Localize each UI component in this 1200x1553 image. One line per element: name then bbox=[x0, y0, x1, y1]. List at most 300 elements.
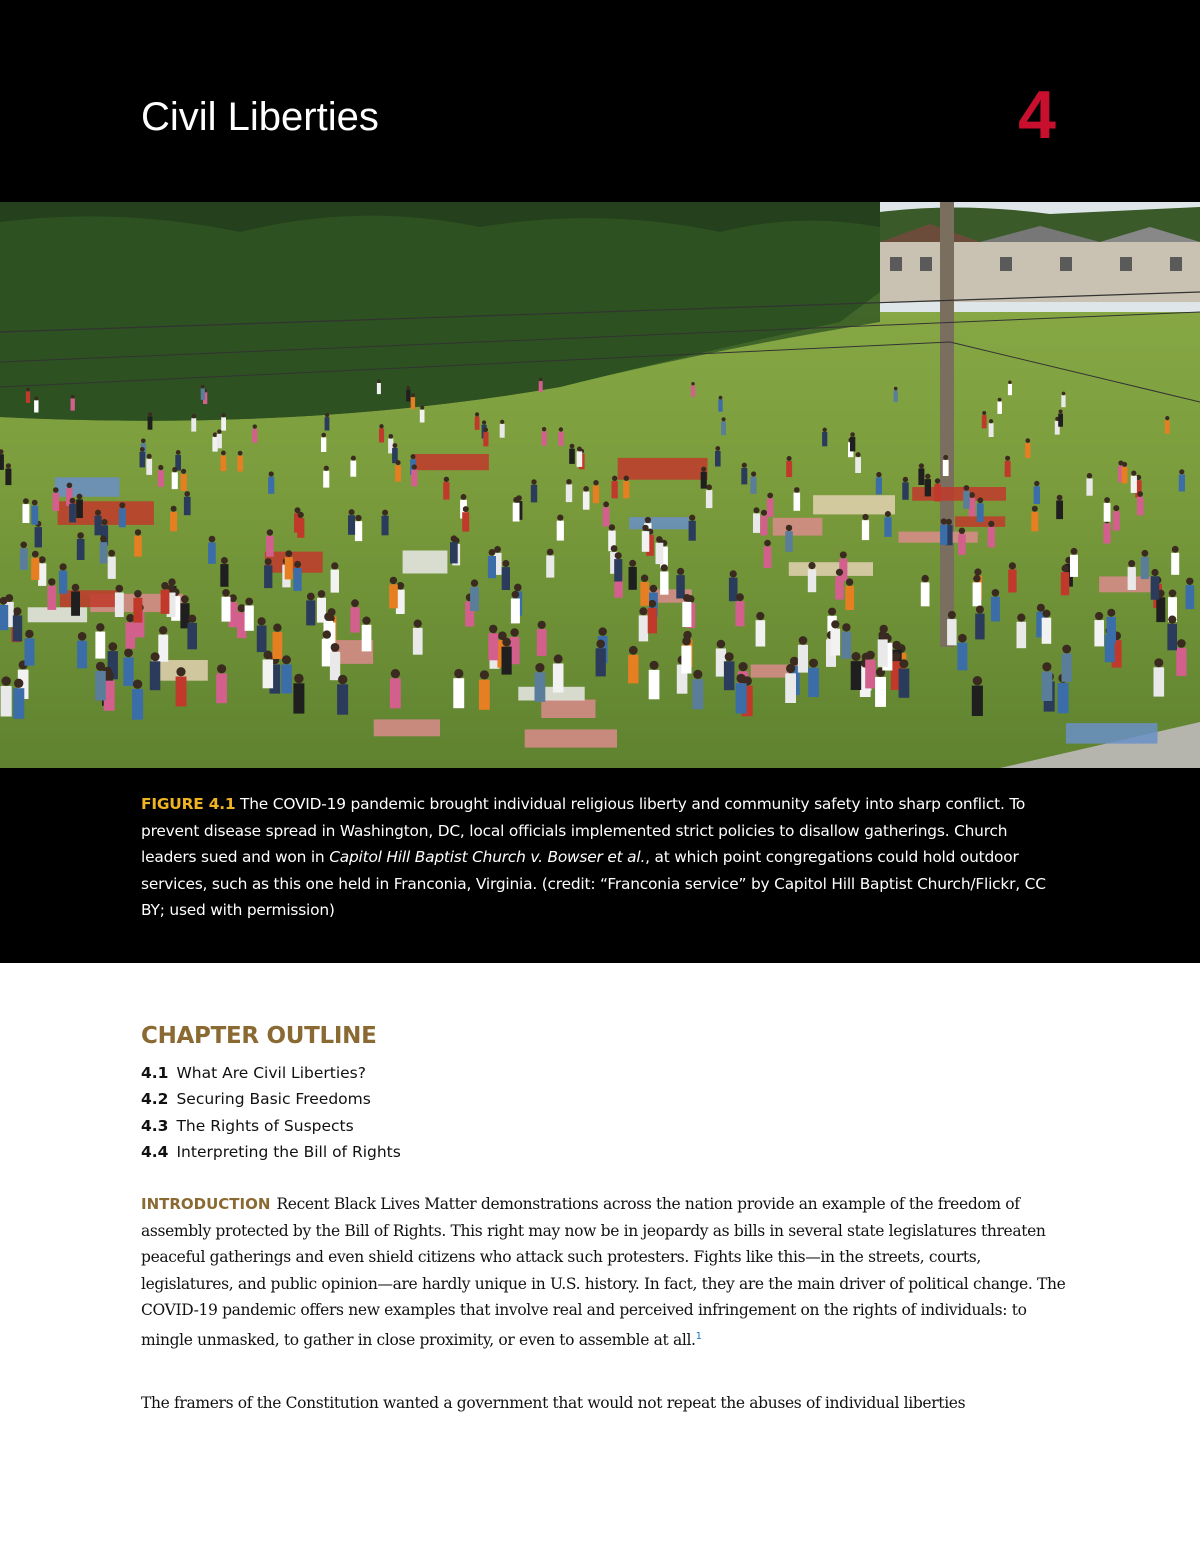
person-head bbox=[1172, 546, 1179, 553]
person-head bbox=[535, 663, 544, 672]
person bbox=[785, 531, 793, 552]
person-head bbox=[176, 450, 181, 455]
person-head bbox=[794, 487, 800, 493]
person-head bbox=[1142, 550, 1149, 557]
person bbox=[718, 400, 722, 412]
person-head bbox=[823, 428, 827, 432]
person bbox=[1122, 467, 1128, 484]
person bbox=[389, 584, 398, 608]
outline-item-number: 4.2 bbox=[141, 1090, 169, 1109]
person bbox=[100, 542, 108, 563]
person-head bbox=[172, 467, 177, 472]
person bbox=[285, 557, 293, 579]
person bbox=[1151, 576, 1160, 600]
person bbox=[132, 689, 143, 720]
person-head bbox=[852, 652, 861, 661]
person-head bbox=[171, 506, 177, 512]
person bbox=[513, 503, 520, 522]
person-head bbox=[217, 429, 221, 433]
blanket bbox=[789, 562, 873, 576]
person-head bbox=[48, 578, 55, 585]
person bbox=[470, 587, 479, 611]
person-head bbox=[808, 562, 815, 569]
person-head bbox=[133, 680, 142, 689]
person-head bbox=[754, 507, 760, 513]
person-head bbox=[484, 428, 488, 432]
person-head bbox=[992, 589, 1000, 597]
person bbox=[134, 536, 142, 557]
person bbox=[676, 575, 685, 598]
person-head bbox=[412, 464, 417, 469]
person bbox=[808, 668, 819, 697]
person-head bbox=[77, 532, 84, 539]
person bbox=[1025, 443, 1030, 458]
person bbox=[701, 472, 707, 489]
person-head bbox=[96, 623, 104, 631]
person-head bbox=[6, 463, 11, 468]
person bbox=[741, 468, 747, 485]
person-head bbox=[1057, 495, 1063, 501]
person-head bbox=[222, 413, 226, 417]
person bbox=[1008, 384, 1012, 395]
person bbox=[395, 465, 401, 481]
person-head bbox=[67, 483, 73, 489]
person bbox=[542, 431, 547, 445]
person-head bbox=[683, 594, 691, 602]
person bbox=[0, 605, 8, 630]
person bbox=[1171, 553, 1179, 575]
chapter-outline-list bbox=[141, 1060, 401, 1165]
person bbox=[934, 484, 940, 502]
person-head bbox=[862, 514, 868, 520]
person bbox=[35, 527, 42, 547]
person-head bbox=[454, 669, 463, 678]
person-head bbox=[959, 528, 965, 534]
person bbox=[940, 525, 947, 545]
person-head bbox=[502, 560, 509, 567]
person-head bbox=[974, 568, 981, 575]
person bbox=[331, 570, 339, 593]
person-head bbox=[209, 536, 216, 543]
person bbox=[133, 598, 142, 623]
person-head bbox=[531, 479, 536, 484]
person-head bbox=[693, 670, 702, 679]
footnote-link[interactable]: 1 bbox=[695, 1330, 702, 1342]
person bbox=[902, 482, 908, 500]
person-head bbox=[307, 593, 315, 601]
person-head bbox=[258, 617, 266, 625]
blanket bbox=[813, 495, 895, 514]
person-head bbox=[846, 578, 853, 585]
person-head bbox=[1062, 392, 1066, 396]
person bbox=[245, 606, 254, 631]
person-head bbox=[298, 512, 304, 518]
person bbox=[1137, 497, 1144, 515]
chapter-title: Civil Liberties bbox=[141, 95, 379, 139]
person bbox=[413, 628, 423, 655]
outline-item-title[interactable]: Securing Basic Freedoms bbox=[176, 1090, 371, 1109]
person-head bbox=[1104, 497, 1110, 503]
blanket bbox=[518, 687, 584, 701]
person-head bbox=[650, 585, 658, 593]
person-head bbox=[135, 529, 141, 535]
person bbox=[221, 417, 226, 430]
person bbox=[1179, 475, 1185, 492]
outline-item-number: 4.3 bbox=[141, 1116, 169, 1135]
person bbox=[850, 437, 855, 452]
blanket bbox=[60, 590, 117, 607]
person-head bbox=[463, 506, 469, 512]
person bbox=[0, 454, 4, 470]
person bbox=[531, 485, 537, 503]
person bbox=[293, 683, 304, 713]
person-head bbox=[269, 471, 274, 476]
person-head bbox=[105, 671, 114, 680]
person bbox=[511, 599, 520, 624]
blanket bbox=[525, 729, 617, 747]
person-head bbox=[489, 549, 496, 556]
person-head bbox=[941, 518, 947, 524]
person-head bbox=[221, 451, 226, 456]
person bbox=[1154, 667, 1165, 696]
person-head bbox=[1165, 416, 1169, 420]
person bbox=[596, 648, 606, 676]
person bbox=[786, 461, 792, 477]
person bbox=[420, 410, 425, 423]
person-head bbox=[324, 466, 329, 471]
person-head bbox=[677, 568, 684, 575]
person-head bbox=[786, 664, 795, 673]
person-head bbox=[221, 557, 228, 564]
person bbox=[614, 559, 622, 581]
person bbox=[1186, 585, 1195, 609]
chapter-number: 4 bbox=[1018, 77, 1056, 153]
person-head bbox=[656, 536, 663, 543]
person bbox=[1017, 622, 1027, 648]
person-head bbox=[0, 597, 8, 605]
person-head bbox=[736, 674, 745, 683]
person-head bbox=[141, 439, 146, 444]
person bbox=[483, 432, 488, 446]
person bbox=[115, 593, 124, 618]
person-head bbox=[147, 454, 152, 459]
person-head bbox=[577, 447, 582, 452]
person-head bbox=[377, 380, 380, 383]
person bbox=[876, 477, 882, 494]
person-head bbox=[840, 551, 847, 558]
person-head bbox=[355, 515, 361, 521]
person-head bbox=[471, 579, 478, 586]
person-head bbox=[502, 638, 511, 647]
person-head bbox=[411, 454, 416, 459]
person-head bbox=[34, 397, 38, 401]
person bbox=[577, 451, 583, 467]
person-head bbox=[176, 667, 185, 676]
person bbox=[263, 660, 274, 689]
person-head bbox=[168, 578, 175, 585]
person bbox=[899, 669, 910, 698]
person-head bbox=[151, 652, 160, 661]
person-head bbox=[648, 600, 656, 608]
person-head bbox=[25, 630, 33, 638]
outline-item[interactable] bbox=[141, 1113, 401, 1139]
person-head bbox=[609, 524, 615, 530]
person bbox=[628, 655, 638, 684]
person-head bbox=[159, 626, 167, 634]
person-head bbox=[948, 611, 956, 619]
person-head bbox=[181, 469, 186, 474]
person-head bbox=[351, 599, 359, 607]
person bbox=[798, 645, 808, 673]
person-head bbox=[706, 484, 712, 490]
person bbox=[126, 622, 136, 648]
person-head bbox=[32, 551, 39, 558]
person-head bbox=[390, 577, 397, 584]
person bbox=[337, 684, 348, 714]
person bbox=[1042, 672, 1053, 702]
caption-text: The COVID-19 pandemic brought individual religious liberty and community safety into sharp conflict. To prevent disease spread in Washington, DC, local officials implemented strict policies to disallow gatherings. Church leaders sued and won in bbox=[141, 795, 1026, 866]
person bbox=[750, 477, 756, 494]
person-head bbox=[903, 477, 908, 482]
blanket bbox=[414, 454, 489, 470]
person bbox=[26, 391, 30, 403]
person bbox=[760, 516, 767, 536]
person bbox=[875, 677, 886, 707]
person bbox=[411, 470, 417, 487]
person bbox=[150, 661, 161, 690]
person-head bbox=[444, 477, 449, 482]
person-head bbox=[382, 510, 388, 516]
person-head bbox=[767, 493, 773, 499]
person-head bbox=[95, 510, 101, 516]
person-head bbox=[603, 501, 609, 507]
person-head bbox=[238, 604, 246, 612]
person-head bbox=[267, 529, 273, 535]
person bbox=[31, 506, 38, 525]
person-head bbox=[722, 417, 726, 421]
person-head bbox=[850, 432, 855, 437]
person bbox=[281, 664, 292, 693]
person bbox=[13, 615, 22, 641]
person-head bbox=[14, 679, 23, 688]
person bbox=[989, 423, 994, 437]
person-head bbox=[53, 487, 59, 493]
person-head bbox=[725, 652, 734, 661]
person-head bbox=[730, 570, 737, 577]
person-head bbox=[26, 388, 30, 392]
person bbox=[1061, 395, 1065, 407]
person-head bbox=[719, 396, 723, 400]
person-head bbox=[1122, 462, 1127, 467]
person-head bbox=[1017, 614, 1025, 622]
person bbox=[947, 619, 957, 645]
person bbox=[660, 572, 668, 595]
person-head bbox=[338, 675, 347, 684]
person-head bbox=[140, 447, 145, 452]
person-head bbox=[1168, 616, 1176, 624]
person bbox=[181, 474, 187, 491]
person bbox=[355, 521, 362, 541]
person-head bbox=[701, 467, 706, 472]
person bbox=[715, 451, 721, 467]
person-head bbox=[736, 593, 744, 601]
person bbox=[1176, 648, 1186, 676]
person-head bbox=[1034, 481, 1039, 486]
person-head bbox=[14, 607, 22, 615]
person bbox=[411, 397, 415, 409]
person bbox=[918, 468, 924, 485]
person-head bbox=[1169, 590, 1177, 598]
blanket bbox=[55, 477, 120, 497]
person bbox=[862, 520, 869, 540]
person bbox=[1104, 503, 1111, 522]
blanket bbox=[629, 517, 689, 529]
person-head bbox=[599, 627, 607, 635]
person bbox=[822, 432, 827, 446]
person-head bbox=[39, 556, 46, 563]
person-head bbox=[964, 485, 970, 491]
figure-caption bbox=[141, 791, 1061, 924]
person-head bbox=[624, 476, 629, 481]
person bbox=[991, 597, 1000, 622]
person bbox=[884, 517, 891, 537]
person bbox=[321, 437, 326, 452]
person bbox=[1058, 683, 1069, 713]
person-head bbox=[475, 412, 479, 416]
outline-item-title[interactable]: What Are Civil Liberties? bbox=[176, 1064, 366, 1082]
person bbox=[603, 507, 610, 526]
person bbox=[1034, 486, 1040, 504]
person-head bbox=[958, 634, 967, 643]
person-head bbox=[325, 413, 329, 417]
person-head bbox=[1087, 473, 1092, 478]
person bbox=[379, 429, 384, 443]
person bbox=[95, 671, 106, 701]
person bbox=[406, 390, 410, 402]
person bbox=[692, 679, 703, 709]
person-head bbox=[1042, 662, 1051, 671]
person bbox=[1165, 420, 1170, 434]
person bbox=[208, 543, 216, 564]
person-head bbox=[761, 510, 767, 516]
outline-item[interactable] bbox=[141, 1139, 401, 1165]
person-head bbox=[739, 662, 748, 671]
person-head bbox=[922, 575, 929, 582]
person-head bbox=[514, 584, 522, 592]
person-head bbox=[539, 378, 542, 381]
person-head bbox=[32, 500, 38, 506]
outline-item[interactable] bbox=[141, 1086, 401, 1112]
person-head bbox=[977, 497, 983, 503]
person-head bbox=[998, 398, 1002, 402]
person-head bbox=[756, 612, 764, 620]
person bbox=[443, 482, 449, 500]
person bbox=[1156, 597, 1165, 622]
outline-item[interactable] bbox=[141, 1060, 401, 1086]
person-head bbox=[451, 535, 458, 542]
person-head bbox=[593, 480, 598, 485]
person bbox=[1131, 476, 1137, 493]
person bbox=[257, 626, 267, 653]
person bbox=[558, 432, 563, 446]
person bbox=[119, 508, 126, 527]
crowd-photo-illustration bbox=[0, 202, 1200, 768]
person-head bbox=[786, 525, 792, 531]
person bbox=[988, 527, 995, 547]
person-head bbox=[420, 406, 424, 410]
person bbox=[201, 388, 205, 400]
person bbox=[123, 657, 133, 686]
person-head bbox=[799, 636, 808, 645]
person bbox=[59, 571, 67, 594]
person-head bbox=[751, 471, 756, 476]
outline-item-title[interactable]: Interpreting the Bill of Rights bbox=[176, 1142, 401, 1161]
person bbox=[569, 449, 575, 464]
person bbox=[721, 422, 726, 436]
person bbox=[640, 582, 649, 606]
person-head bbox=[351, 456, 356, 461]
person bbox=[222, 597, 231, 622]
person bbox=[25, 638, 35, 665]
person-head bbox=[285, 550, 292, 557]
person bbox=[546, 556, 554, 578]
person-head bbox=[217, 664, 226, 673]
person bbox=[76, 499, 83, 518]
person bbox=[1031, 512, 1038, 531]
person-head bbox=[935, 478, 940, 483]
person bbox=[479, 680, 490, 710]
person bbox=[170, 512, 177, 531]
person bbox=[642, 531, 650, 552]
person bbox=[1107, 617, 1117, 643]
person-head bbox=[20, 542, 27, 549]
person bbox=[217, 434, 222, 448]
person bbox=[453, 678, 464, 708]
person-head bbox=[969, 492, 975, 498]
person-head bbox=[1154, 658, 1163, 667]
person-head bbox=[876, 472, 881, 477]
person-head bbox=[809, 659, 818, 668]
person bbox=[176, 677, 187, 707]
person-head bbox=[414, 620, 422, 628]
person-head bbox=[583, 486, 589, 492]
person-head bbox=[691, 382, 694, 385]
person-head bbox=[1177, 639, 1186, 648]
person-head bbox=[222, 589, 230, 597]
person bbox=[38, 563, 46, 586]
person bbox=[325, 417, 330, 430]
person bbox=[264, 565, 272, 588]
person bbox=[500, 424, 505, 438]
person bbox=[158, 635, 168, 662]
person bbox=[656, 543, 664, 564]
person bbox=[735, 601, 744, 626]
chapter-outline-heading: CHAPTER OUTLINE bbox=[141, 1023, 377, 1049]
person bbox=[623, 481, 629, 498]
person-head bbox=[645, 517, 651, 523]
person bbox=[963, 491, 970, 509]
person bbox=[1128, 567, 1136, 590]
blanket bbox=[403, 551, 448, 574]
person bbox=[1061, 572, 1069, 595]
person bbox=[13, 688, 24, 719]
person bbox=[878, 639, 888, 667]
outline-item-title[interactable]: The Rights of Suspects bbox=[176, 1116, 354, 1135]
person bbox=[682, 602, 691, 627]
person bbox=[488, 633, 498, 660]
person-head bbox=[988, 521, 994, 527]
person-head bbox=[108, 550, 115, 557]
